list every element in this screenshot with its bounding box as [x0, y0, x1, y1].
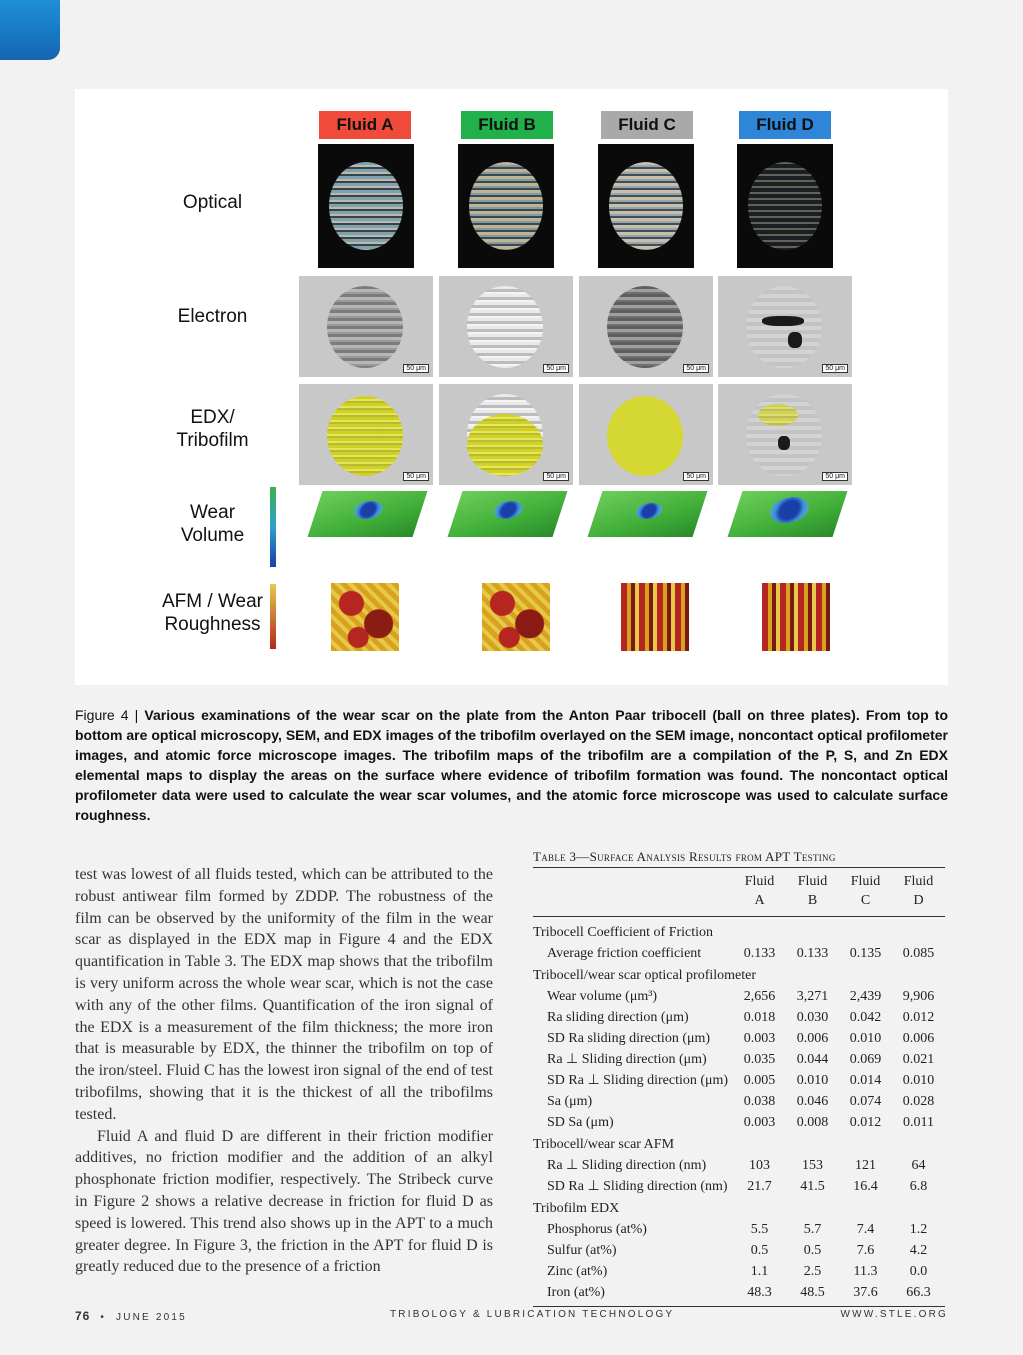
cell: 0.074: [849, 1094, 882, 1109]
table-title: Table 3—Surface Analysis Results from APT Testing: [533, 849, 945, 868]
optical-image-b: [458, 144, 554, 268]
caption-text: Various examinations of the wear scar on the plate from the Anton Paar tribocell (ball on three plates). From top to bottom are optical microscopy, SEM, and EDX images of the tribofilm overlayed on the SEM image, noncontact optical profilometer images, and atomic force microscope images. The tribofilm maps of the tribofilm are a compilation of the P, S, and Zn EDX elemental maps to display the areas on the surface where evidence of tribofilm formation was found. The noncontact optical profilometer data were used to calculate the wear scar volumes, and the atomic force microscope was used to calculate surface roughness.: [75, 707, 948, 823]
row-label-electron: Electron: [177, 306, 248, 327]
cell: 37.6: [853, 1285, 878, 1300]
cell: 48.5: [800, 1285, 825, 1300]
scale-bar-edx-a: 50 μm: [403, 472, 429, 481]
fluid-a-label: Fluid A: [336, 115, 394, 134]
col-header-c-bottom: C: [860, 893, 871, 908]
cell: 0.133: [743, 946, 776, 961]
sem-image-c: [579, 276, 713, 377]
section-row: [533, 1133, 945, 1155]
cell: 0.021: [902, 1052, 935, 1067]
cell: 0.069: [849, 1052, 882, 1067]
table-header-row: [533, 868, 945, 917]
col-header-c-top: Fluid: [850, 874, 881, 889]
table-row: [533, 986, 945, 1007]
cell: 0.035: [743, 1052, 776, 1067]
fluid-b-label: Fluid B: [478, 115, 536, 134]
section-row: [533, 1197, 945, 1219]
fluid-d-header: [739, 111, 831, 139]
col-header-a-top: Fluid: [744, 874, 775, 889]
row-label-afm: [155, 590, 270, 636]
cell: 48.3: [747, 1285, 772, 1300]
cell: 0.006: [796, 1031, 829, 1046]
cell: 0.042: [849, 1010, 882, 1025]
issue-date: JUNE 2015: [116, 1312, 187, 1323]
cell: 103: [749, 1158, 770, 1173]
col-header-b-top: Fluid: [797, 874, 828, 889]
cell: 0.014: [849, 1073, 882, 1088]
cell: 0.012: [902, 1010, 935, 1025]
section-edx: Tribofilm EDX: [533, 1201, 620, 1216]
sem-image-b: [439, 276, 573, 377]
cell: 41.5: [800, 1179, 825, 1194]
table-3: [533, 849, 945, 1307]
cell: 2,656: [743, 989, 776, 1004]
table-row: [533, 1112, 945, 1133]
sem-image-d: [718, 276, 852, 377]
fluid-b-header: [461, 111, 553, 139]
cell: 0.038: [743, 1094, 776, 1109]
cell: 0.5: [750, 1243, 769, 1258]
table-row: [533, 1155, 945, 1176]
cell: 0.030: [796, 1010, 829, 1025]
row-label-optical: Optical: [182, 192, 243, 213]
scale-bar-d: 50 μm: [822, 364, 848, 373]
cell: 0.005: [743, 1073, 776, 1088]
row-label-edx-line1: EDX/: [190, 407, 235, 428]
cell: 0.5: [803, 1243, 822, 1258]
row-label-wear-volume: [155, 501, 270, 547]
cell: 0.011: [903, 1115, 934, 1130]
row-label-edx-line2: Tribofilm: [176, 430, 249, 451]
cell: 0.044: [796, 1052, 829, 1067]
optical-image-a: [318, 144, 414, 268]
scale-bar-edx-c: 50 μm: [683, 472, 709, 481]
cell: 0.003: [743, 1031, 776, 1046]
cell: 6.8: [909, 1179, 928, 1194]
cell: 9,906: [902, 989, 935, 1004]
footer-left: [75, 1309, 187, 1323]
col-header-c: [839, 868, 892, 917]
cell: 0.006: [902, 1031, 935, 1046]
cell: 4.2: [909, 1243, 928, 1258]
cell: 0.012: [849, 1115, 882, 1130]
table-row: [533, 1007, 945, 1028]
wear-volume-image-a: [315, 491, 425, 541]
body-text: [75, 864, 493, 1278]
table-row: [533, 1049, 945, 1070]
table-row: [533, 1261, 945, 1282]
table-row: [533, 1282, 945, 1306]
edx-image-c: [579, 384, 713, 485]
row-label: Phosphorus (at%): [547, 1222, 647, 1237]
wear-colorbar: [270, 487, 276, 567]
cell: 0.0: [909, 1264, 928, 1279]
cell: 0.003: [743, 1115, 776, 1130]
cell: 0.028: [902, 1094, 935, 1109]
col-header-a: [733, 868, 786, 917]
row-label: Sulfur (at%): [547, 1243, 617, 1258]
cell: 64: [911, 1158, 926, 1173]
row-label: SD Ra ⊥ Sliding direction (nm): [547, 1179, 728, 1194]
cell: 0.010: [902, 1073, 935, 1088]
col-header-a-bottom: A: [754, 893, 765, 908]
afm-colorbar: [270, 584, 276, 649]
row-label: Sa (μm): [547, 1094, 593, 1109]
row-label-edx: [155, 406, 270, 452]
cell: 0.010: [849, 1031, 882, 1046]
scale-bar-c: 50 μm: [683, 364, 709, 373]
scale-bar-edx-d: 50 μm: [822, 472, 848, 481]
fluid-a-header: [319, 111, 411, 139]
cell: 0.085: [902, 946, 935, 961]
section-cof: Tribocell Coefficient of Friction: [533, 925, 714, 940]
row-label-wear-line1: Wear: [189, 502, 236, 523]
page-number: 76: [75, 1309, 91, 1323]
edx-image-d: [718, 384, 852, 485]
cell: 0.135: [849, 946, 882, 961]
row-label-wear-line2: Volume: [180, 525, 245, 546]
figure-caption: [75, 705, 948, 825]
section-row: [533, 964, 945, 986]
table-row: [533, 1070, 945, 1091]
row-label-afm-line2: Roughness: [164, 614, 261, 635]
cell: 11.3: [853, 1264, 878, 1279]
table-bottom-rule: [533, 1306, 945, 1307]
afm-image-a: [331, 583, 399, 651]
cell: 1.2: [909, 1222, 928, 1237]
row-label: SD Sa (μm): [547, 1115, 614, 1130]
row-label: Average friction coefficient: [547, 946, 702, 961]
cell: 0.008: [796, 1115, 829, 1130]
figure-number: Figure 4 |: [75, 707, 145, 723]
sem-image-a: [299, 276, 433, 377]
scale-bar-a: 50 μm: [403, 364, 429, 373]
row-label: Wear volume (μm³): [547, 989, 658, 1004]
figure-4: [75, 89, 948, 685]
afm-image-c: [621, 583, 689, 651]
cell: 5.7: [803, 1222, 822, 1237]
cell: 7.4: [856, 1222, 875, 1237]
cell: 1.1: [750, 1264, 769, 1279]
wear-volume-image-b: [455, 491, 565, 541]
optical-image-c: [598, 144, 694, 268]
col-header-b: [786, 868, 839, 917]
cell: 2,439: [849, 989, 882, 1004]
table-row: [533, 1028, 945, 1049]
table-row: [533, 1240, 945, 1261]
row-label: Ra ⊥ Sliding direction (μm): [547, 1052, 707, 1067]
row-label: Ra ⊥ Sliding direction (nm): [547, 1158, 707, 1173]
wear-volume-image-c: [595, 491, 705, 541]
table-row: [533, 1176, 945, 1197]
cell: 5.5: [750, 1222, 769, 1237]
row-label: Iron (at%): [547, 1285, 605, 1300]
row-label: Zinc (at%): [547, 1264, 608, 1279]
table-row: [533, 1091, 945, 1112]
wear-volume-image-d: [735, 491, 845, 541]
table-header-blank: [533, 868, 733, 917]
table-row: [533, 1219, 945, 1240]
footer-separator: •: [100, 1312, 107, 1323]
fluid-d-label: Fluid D: [756, 115, 814, 134]
fluid-c-header: [601, 111, 693, 139]
row-label-afm-line1: AFM / Wear: [162, 591, 263, 612]
col-header-d: [892, 868, 945, 917]
scale-bar-b: 50 μm: [543, 364, 569, 373]
cell: 66.3: [906, 1285, 931, 1300]
publication-name: TRIBOLOGY & LUBRICATION TECHNOLOGY: [390, 1309, 675, 1320]
col-header-d-bottom: D: [913, 893, 924, 908]
cell: 0.133: [796, 946, 829, 961]
scale-bar-edx-b: 50 μm: [543, 472, 569, 481]
col-header-b-bottom: B: [807, 893, 818, 908]
row-label: SD Ra ⊥ Sliding direction (μm): [547, 1073, 729, 1088]
body-paragraph-2: Fluid A and fluid D are different in their friction modifier additives, no friction modifier and the addition of an alkyl phosphonate friction modifier, respectively. The Stribeck curve in Figure 2 shows a relative decrease in friction for fluid D as speed is lowered. This trend also shows up in the APT to a much greater degree. In Figure 3, the friction in the APT for fluid D is greatly reduced due to the presence of a friction: [75, 1127, 493, 1276]
website-link[interactable]: WWW.STLE.ORG: [840, 1309, 948, 1320]
cell: 0.018: [743, 1010, 776, 1025]
table-row: [533, 943, 945, 964]
cell: 21.7: [747, 1179, 772, 1194]
row-label: Ra sliding direction (μm): [547, 1010, 689, 1025]
afm-image-b: [482, 583, 550, 651]
cell: 0.010: [796, 1073, 829, 1088]
afm-image-d: [762, 583, 830, 651]
optical-image-d: [737, 144, 833, 268]
corner-tab-decoration: [0, 0, 60, 60]
cell: 2.5: [803, 1264, 822, 1279]
section-row: [533, 917, 945, 944]
cell: 7.6: [856, 1243, 875, 1258]
section-afm: Tribocell/wear scar AFM: [533, 1137, 675, 1152]
col-header-d-top: Fluid: [903, 874, 934, 889]
edx-image-a: [299, 384, 433, 485]
results-table: [533, 868, 945, 1306]
row-label: SD Ra sliding direction (μm): [547, 1031, 711, 1046]
edx-image-b: [439, 384, 573, 485]
cell: 3,271: [796, 989, 829, 1004]
fluid-c-label: Fluid C: [618, 115, 676, 134]
cell: 153: [802, 1158, 823, 1173]
cell: 16.4: [853, 1179, 878, 1194]
section-profilometer: Tribocell/wear scar optical profilometer: [533, 968, 757, 983]
cell: 0.046: [796, 1094, 829, 1109]
body-paragraph-1: test was lowest of all fluids tested, which can be attributed to the robust antiwear film formed by ZDDP. The robustness of the film can be observed by the uniformity of the film in the wear scar as displayed in the EDX map in Figure 4 and the EDX quantification in Table 3. The EDX map shows that the tribofilm is very uniform across the whole wear scar, which is not the case with any of the other films. Quantification of the iron signal of the EDX is a measurement of the film thickness; the more iron that is measurable by EDX, the thinner the tribofilm on top of the iron/steel. Fluid C has the lowest iron signal of the end of test tribofilms, showing that it is the thickest of all the tribofilms tested.: [75, 866, 493, 1123]
cell: 121: [855, 1158, 876, 1173]
